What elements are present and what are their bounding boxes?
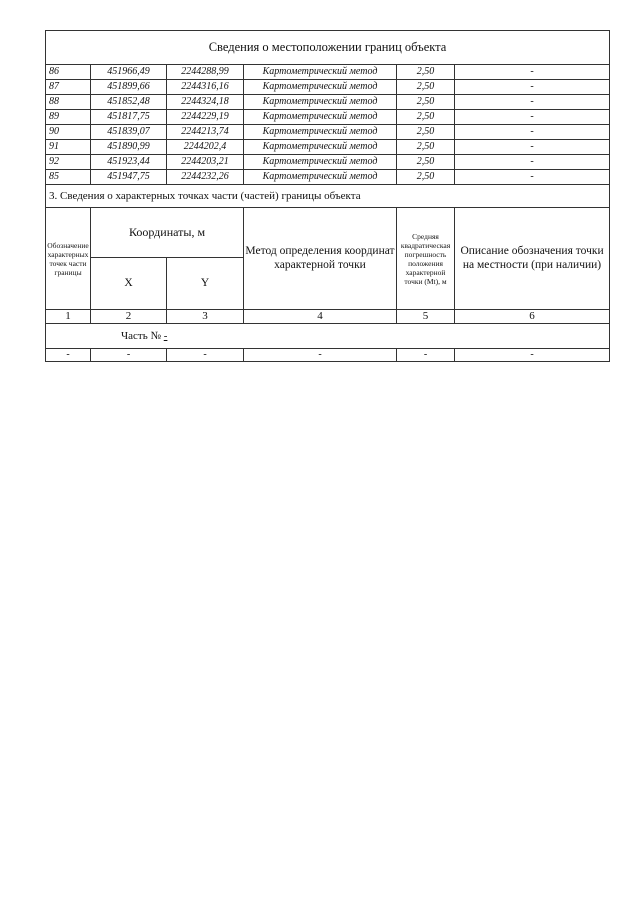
table-cell-method: Картометрический метод <box>244 170 397 185</box>
part-value: - <box>163 329 168 342</box>
table-cell-n: 90 <box>46 125 91 140</box>
col-coords-header: Координаты, м <box>91 208 244 258</box>
part-label: Часть № <box>121 329 164 342</box>
table-row <box>46 170 610 185</box>
table-cell-y: 2244213,74 <box>167 125 244 140</box>
table-cell-desc: - <box>455 155 610 170</box>
table-cell-x: 451947,75 <box>91 170 167 185</box>
table-cell-method: Картометрический метод <box>244 65 397 80</box>
table-cell-desc: - <box>455 170 610 185</box>
table-cell-y: 2244203,21 <box>167 155 244 170</box>
col-mt-header: Средняя квадратическая погрешность положения характерной точки (Mt), м <box>397 208 455 310</box>
table-cell: - <box>167 349 244 362</box>
table-cell-method: Картометрический метод <box>244 155 397 170</box>
empty-point-row <box>46 349 610 362</box>
col-number: 6 <box>455 310 610 324</box>
table-cell-method: Картометрический метод <box>244 80 397 95</box>
table-row <box>46 125 610 140</box>
table-cell: - <box>455 349 610 362</box>
col-number: 5 <box>397 310 455 324</box>
table-cell-mt: 2,50 <box>397 110 455 125</box>
col-x-header: X <box>91 258 167 310</box>
table-cell-desc: - <box>455 95 610 110</box>
col-number: 1 <box>46 310 91 324</box>
table-row <box>46 65 610 80</box>
table-cell-mt: 2,50 <box>397 140 455 155</box>
table-cell-desc: - <box>455 140 610 155</box>
table-cell-n: 87 <box>46 80 91 95</box>
table-cell-method: Картометрический метод <box>244 125 397 140</box>
col-desc-header: Описание обозначения точки на местности (при наличии) <box>455 208 610 310</box>
table-cell-desc: - <box>455 65 610 80</box>
table-cell-y: 2244202,4 <box>167 140 244 155</box>
table-cell-desc: - <box>455 125 610 140</box>
table-cell-x: 451817,75 <box>91 110 167 125</box>
table-cell-n: 89 <box>46 110 91 125</box>
table-cell: - <box>91 349 167 362</box>
table-cell-mt: 2,50 <box>397 80 455 95</box>
table-cell-x: 451839,07 <box>91 125 167 140</box>
table-cell-mt: 2,50 <box>397 155 455 170</box>
table-cell-y: 2244229,19 <box>167 110 244 125</box>
table-cell-n: 92 <box>46 155 91 170</box>
col-number: 3 <box>167 310 244 324</box>
table-title: Сведения о местоположении границ объекта <box>46 31 610 65</box>
table-row <box>46 110 610 125</box>
table-cell-x: 451852,48 <box>91 95 167 110</box>
table-cell: - <box>244 349 397 362</box>
table-cell-n: 86 <box>46 65 91 80</box>
col-point-header: Обозначение характерных точек части границы <box>46 208 91 310</box>
col-number: 2 <box>91 310 167 324</box>
table-cell-mt: 2,50 <box>397 65 455 80</box>
table-cell-mt: 2,50 <box>397 95 455 110</box>
table-cell: - <box>397 349 455 362</box>
table-cell-mt: 2,50 <box>397 170 455 185</box>
part-row <box>46 324 610 349</box>
table-row <box>46 95 610 110</box>
column-numbers-row <box>46 310 610 324</box>
table-cell-y: 2244324,18 <box>167 95 244 110</box>
table-cell-desc: - <box>455 110 610 125</box>
table-cell-x: 451899,66 <box>91 80 167 95</box>
table-row <box>46 80 610 95</box>
table-cell-n: 85 <box>46 170 91 185</box>
table-cell-method: Картометрический метод <box>244 95 397 110</box>
table-cell-x: 451966,49 <box>91 65 167 80</box>
table-cell-desc: - <box>455 80 610 95</box>
col-y-header: Y <box>167 258 244 310</box>
table-cell-method: Картометрический метод <box>244 110 397 125</box>
table-row <box>46 140 610 155</box>
table-cell: - <box>46 349 91 362</box>
table-cell-y: 2244288,99 <box>167 65 244 80</box>
table-cell-method: Картометрический метод <box>244 140 397 155</box>
table-cell-x: 451923,44 <box>91 155 167 170</box>
table-row <box>46 155 610 170</box>
table-cell-y: 2244316,16 <box>167 80 244 95</box>
table-cell-mt: 2,50 <box>397 125 455 140</box>
boundary-table <box>45 30 610 362</box>
table-cell-n: 88 <box>46 95 91 110</box>
table-cell-x: 451890,99 <box>91 140 167 155</box>
section-3-title: 3. Сведения о характерных точках части (частей) границы объекта <box>46 185 610 208</box>
col-method-header: Метод определения координат характерной точки <box>244 208 397 310</box>
table-cell-y: 2244232,26 <box>167 170 244 185</box>
table-cell-n: 91 <box>46 140 91 155</box>
col-number: 4 <box>244 310 397 324</box>
